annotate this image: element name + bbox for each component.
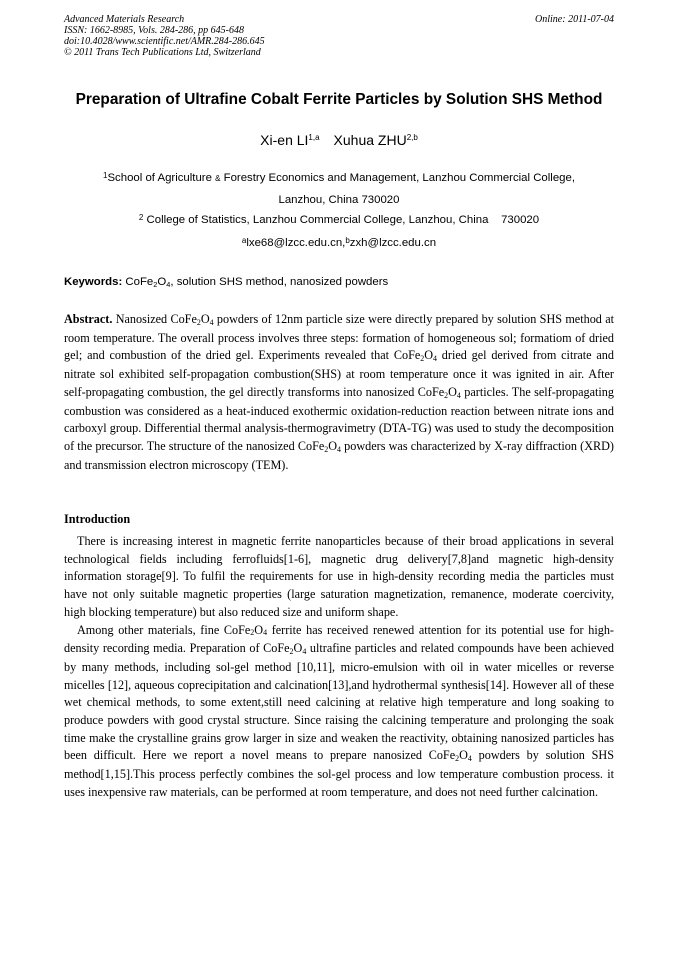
keywords: Keywords: $CoFe_2O_4$, solution SHS method, nanosized powders — [64, 276, 389, 289]
author-superscript: 2,b — [406, 133, 418, 142]
section-heading-introduction: Introduction — [64, 512, 131, 526]
abstract-label: Abstract. — [64, 312, 113, 326]
email-link[interactable]: lxe68@lzcc.edu.cn, — [246, 237, 346, 249]
email-link[interactable]: zxh@lzcc.edu.cn — [349, 237, 437, 249]
journal-header — [64, 14, 265, 58]
issn-line: ISSN: 1662-8985, Vols. 284-286, pp 645-648 — [64, 25, 244, 36]
abstract: Abstract. Nanosized $CoFe_2O_4$ powders of 12nm particle size were directly prepared by solution SHS method at room temperature. The overall process involves three steps: formation of homogeneous sol; formatiom of dried gel; and combustion of the dried gel. Experiments revealed that $CoFe_2O_4$ dried gel derived from citrate and nitrate sol exhibited self-propagation combustion(SHS) at room temperature once it was ignited in air. After self-propagating combustion, the gel directly transforms into nanosized $CoFe_2O_4$ particles. The self-propagating combustion was considered as a heat-induced exothermic oxidation-reduction reaction between nitrate ions and carboxyl group. Differential thermal analysis-thermogravimetry (DTA-TG) was used to study the decomposition of the precursor. The structure of the nanosized $CoFe_2O_4$ powders was characterized by X-ray diffraction (XRD) and transmission electron microscopy (TEM). — [64, 312, 614, 472]
introduction-body — [64, 533, 614, 802]
affiliation-2: $^2$ College of Statistics, Lanzhou Commercial College, Lanzhou, China 730020 — [138, 213, 540, 226]
author-line — [40, 130, 638, 150]
affiliation-1: $^1$School of Agriculture & Forestry Economics and Management, Lanzhou Commercial College, — [103, 171, 575, 184]
affiliation-1-city: Lanzhou, China 730020 — [278, 194, 400, 206]
journal-name: Advanced Materials Research — [64, 14, 185, 25]
author-name: Xi-en LI — [260, 132, 309, 148]
email-line: $^a$lxe68@lzcc.edu.cn,$^b$zxh@lzcc.edu.cn — [241, 236, 437, 249]
paper-title: Preparation of Ultrafine Cobalt Ferrite Particles by Solution SHS Method — [75, 91, 603, 108]
paragraph: There is increasing interest in magnetic ferrite nanoparticles because of their broad applications in several technological fields including ferrofluids[1-6], magnetic drug delivery[7,8]and magnetic high-density information storage[9]. To fulfil the requirements for use in high-density recording media the particles must have not only suitable magnetic properties (large saturation magnetization, remanence, moderate coercivity, high blocking temperature) but also reduced size and uniform shape. — [64, 534, 614, 619]
paragraph: Among other materials, fine $CoFe_2O_4$ ferrite has received renewed attention for its potential use for high-density recording media. Preparation of $CoFe_2O_4$ ultrafine particles and related compounds have been achieved by many methods, including sol-gel method [10,11], micro-emulsion with oil in water micelles or reverse micelles [12], aqueous coprecipitation and calcination[13],and hydrothermal synthesis[14]. However all of these wet chemical methods, to some extent,still need calcining at relative high temperature and long soaking to produce powders with good crystal structure. Since raising the calcining temperature and prolonging the soak time make the crystalline grains grow larger in size and weaken the reactivity, obtaining nanosized particles has been difficult. Here we report a novel means to prepare nanosized $CoFe_2O_4$ powders by solution SHS method[1,15].This process perfectly combines the sol-gel process and low temperature combustion process. it uses inexpensive raw materials, can be performed at room temperature, and does not need further calcination. — [64, 622, 615, 799]
keywords-label: Keywords: — [64, 276, 123, 288]
online-date: Online: 2011-07-04 — [535, 14, 614, 25]
copyright-line: © 2011 Trans Tech Publications Ltd, Switzerland — [64, 47, 261, 58]
author-superscript: 1,a — [308, 133, 320, 142]
author-name: Xuhua ZHU — [333, 132, 407, 148]
doi-line[interactable]: doi:10.4028/www.scientific.net/AMR.284-286.645 — [64, 36, 265, 47]
